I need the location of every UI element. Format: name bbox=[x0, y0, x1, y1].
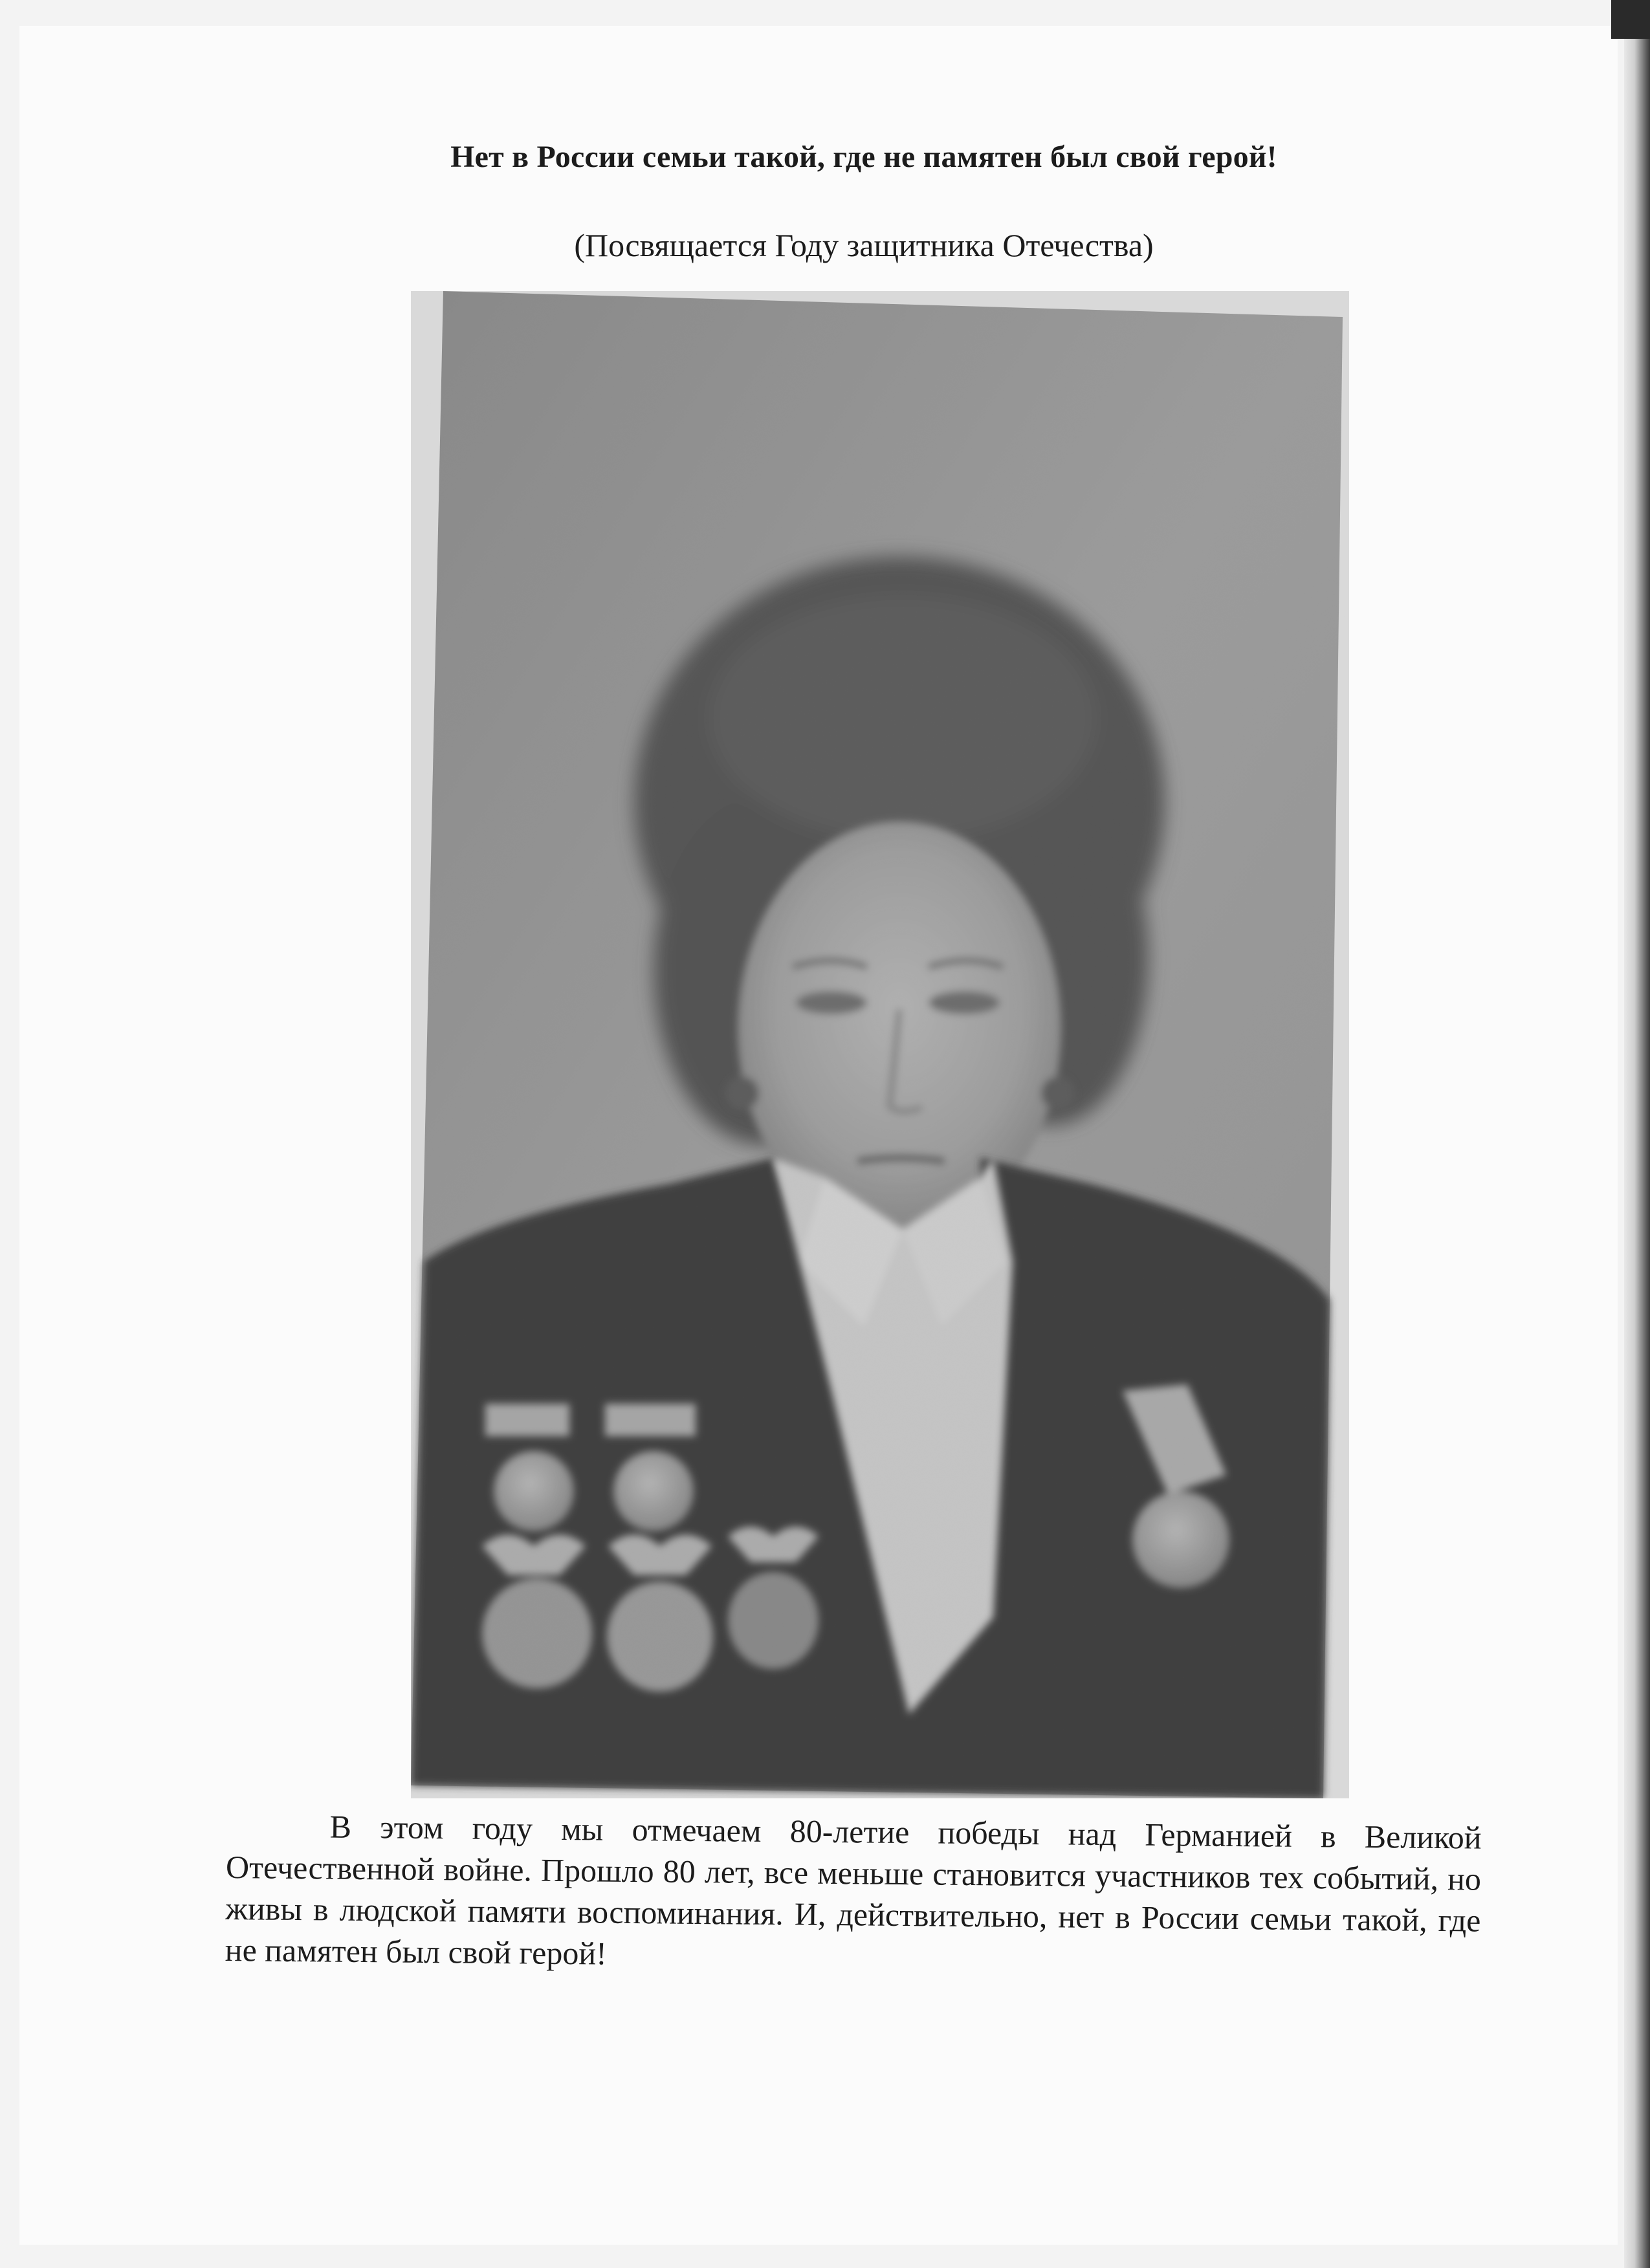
portrait-photo bbox=[411, 291, 1349, 1798]
photo-grain bbox=[411, 291, 1349, 1798]
scanner-corner bbox=[1611, 0, 1650, 39]
scanner-edge bbox=[1624, 0, 1650, 2268]
paragraph-text: В этом году мы отмечаем 80-летие победы над Германией в Великой Отечественной войне. Прошло 80 лет, все меньше становится участников тех событий, но живы в людской памяти воспоминания. И, действительно, нет в России семьи такой, где не памятен был свой герой! bbox=[225, 1808, 1482, 1972]
body-paragraph bbox=[225, 1805, 1482, 1983]
document-subheading bbox=[0, 226, 1650, 264]
document-heading bbox=[0, 139, 1650, 175]
subheading-text: (Посвящается Году защитника Отечества) bbox=[574, 227, 1154, 263]
heading-text: Нет в России семьи такой, где не памятен был свой герой! bbox=[450, 140, 1277, 174]
portrait-photo-icon bbox=[411, 291, 1349, 1798]
